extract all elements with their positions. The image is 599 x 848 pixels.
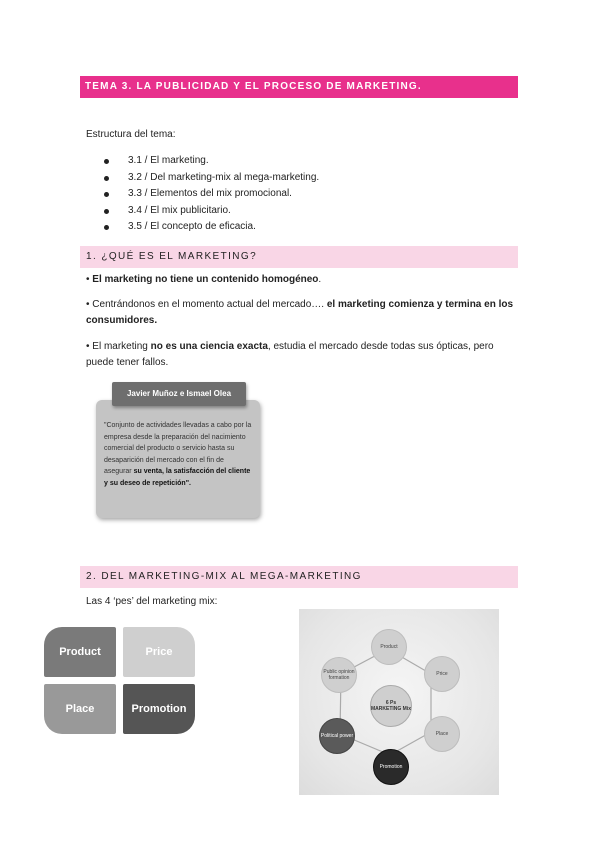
section2-subtitle: Las 4 ‘pes’ del marketing mix: — [86, 596, 218, 607]
node-public-opinion: Public opinion formation — [321, 657, 357, 693]
paragraph-1: • El marketing no tiene un contenido homogéneo. — [86, 274, 322, 285]
node-center: 6 Ps MARKETING Mix — [370, 685, 412, 727]
structure-intro: Estructura del tema: — [86, 129, 176, 140]
section-title-main: TEMA 3. LA PUBLICIDAD Y EL PROCESO DE MARKETING. — [80, 76, 518, 98]
tile-product: Product — [44, 627, 116, 677]
tile-promotion: Promotion — [123, 684, 195, 734]
tile-price: Price — [123, 627, 195, 677]
list-item: 3.4 / El mix publicitario. — [104, 203, 464, 220]
list-item: 3.3 / Elementos del mix promocional. — [104, 186, 464, 203]
section-title-2: 2. DEL MARKETING-MIX AL MEGA-MARKETING — [80, 566, 518, 588]
six-ps-diagram — [299, 609, 499, 795]
node-product: Product — [371, 629, 407, 665]
quote-text: "Conjunto de actividades llevadas a cabo por la empresa desde la preparación del nacimiento comercial del producto o servicio hasta su desaparición del mercado con el fin de asegurar — [104, 422, 252, 475]
quote-text-bold: su venta, la satisfacción del cliente y su deseo de repetición". — [104, 468, 251, 487]
tile-place: Place — [44, 684, 116, 734]
list-item: 3.2 / Del marketing-mix al mega-marketing. — [104, 170, 464, 187]
quote-box — [96, 400, 260, 518]
node-promotion: Promotion — [373, 749, 409, 785]
section-title-1: 1. ¿QUÉ ES EL MARKETING? — [80, 246, 518, 268]
node-place: Place — [424, 716, 460, 752]
quote-author: Javier Muñoz e Ismael Olea — [112, 382, 246, 406]
paragraph-2: • Centrándonos en el momento actual del mercado…. el marketing comienza y termina en los consumidores. — [86, 299, 514, 326]
node-political-power: Political power — [319, 718, 355, 754]
list-item: 3.5 / El concepto de eficacia. — [104, 219, 464, 236]
list-item: 3.1 / El marketing. — [104, 153, 464, 170]
node-price: Price — [424, 656, 460, 692]
structure-list — [104, 153, 464, 236]
paragraph-3: • El marketing no es una ciencia exacta, estudia el mercado desde todas sus ópticas, pero puede tener fallos. — [86, 341, 494, 368]
